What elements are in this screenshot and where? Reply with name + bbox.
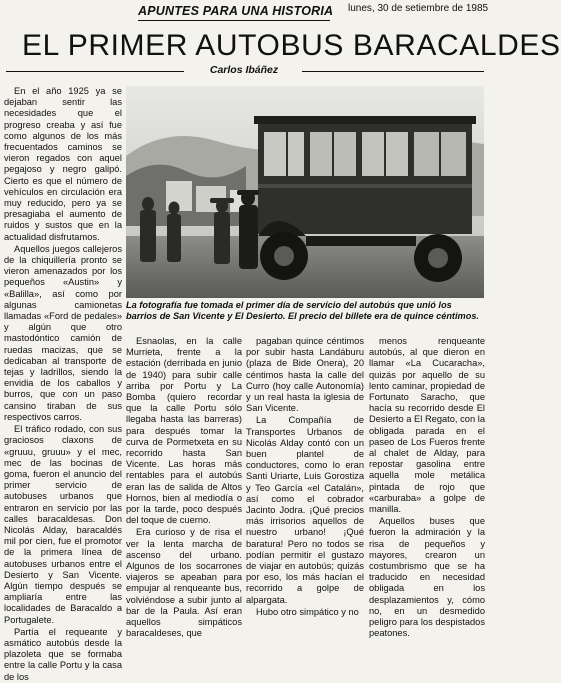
bus-photo-illustration xyxy=(126,86,484,298)
dateline: lunes, 30 de setiembre de 1985 xyxy=(348,3,489,14)
article-paragraph: El tráfico rodado, con sus graciosos claxons de «gruuu, gruuu» y el mec, mec de las bocinas de goma, fueron el anuncio del primer servicio de autobuses urbanos que entraron en servicio por las calles baracaldesas. Don Nicolás Alday, baracaldés mil por cien, fue el promotor de la primera línea de autobuses urbanos entre el Desierto y San Vicente. Algún tiempo después se ampliaría entre las localidades de Baracaldo a Portugalete. xyxy=(4,424,122,625)
article-paragraph: La Compañía de Transportes Urbanos de Nicolás Alday contó con un buen plantel de conductores, como lo eran Santi Uriarte, Luis Gorostiza y Teo García «el Catalán», así como el cobrador Jacinto Jodra. ¡Qué precios más irrisorios aquellos de nuestro urbano! ¡Qué baratura! Pero no todos se podían permitir el gustazo de viajar en autobús; quizás por eso, los más hacían el recorrido a golpe de alpargata. xyxy=(246,415,364,605)
byline-rule-left xyxy=(6,71,184,72)
article-paragraph: Esnaolas, en la calle Murrieta, frente a la estación (derribada en junio de 1940) para subir calle arriba por Portu y La Bomba (quiero recordar que la calle Portu sólo llegaba hasta las barreras) para después tomar la curva de Pormetxeta en su recorrido hasta San Vicente. Las horas más rentables para el autobús eran las de salida de Altos Hornos, bien al mediodía o por la tarde, poco después del toque de cuerno. xyxy=(126,336,242,526)
article-paragraph: Hubo otro simpático y no xyxy=(256,606,359,617)
historic-bus-photo xyxy=(126,86,484,298)
photo-caption-text: La fotografía fue tomada el primer día de servicio del autobús que unió los barrios de San Vicente y El Desierto. El precio del billete era de quince céntimos. xyxy=(126,300,479,321)
photo-caption xyxy=(126,300,484,332)
article-paragraph: Partía el requeante y asmático autobús desde la plazoleta que se formaba entre la calle Portu y la casa de los xyxy=(4,626,122,682)
byline: Carlos Ibáñez xyxy=(209,64,279,76)
byline-rule-right xyxy=(302,71,484,72)
article-column-2 xyxy=(126,336,242,639)
article-paragraph: menos renqueante autobús, al que dieron en llamar «La Cucaracha», quizás por aquello de su lento caminar, propiedad de Fortunato Saracho, que hacía su recorrido desde El Desierto a El Regato, con la obligada parada en el paseo de Los Fueros frente al chalet de Alday, para repostar gasolina entre aquella mole metálica pintada de rojo que «carburaba» a golpe de manilla. xyxy=(369,336,485,515)
article-column-1 xyxy=(4,86,122,682)
article-paragraph: Era curioso y de risa el ver la lenta marcha de ascenso del urbano. Algunos de los socarrones viajeros se apeaban para empujar al renqueante bus, volviéndose a subir junto al bar de la Paula. Así eran aquellos simpáticos baracaldeses, que xyxy=(126,527,242,639)
headline: EL PRIMER AUTOBUS BARACALDES xyxy=(22,29,561,62)
article-paragraph: Aquellos buses que fueron la admiración y la risa de pequeños y mayores, crearon un costumbrismo que se ha traducido en necesidad obligada en los desplazamientos y, cómo no, en un desmedido peligro para los despistados peatones. xyxy=(369,516,485,639)
article-column-4 xyxy=(369,336,485,639)
article-paragraph: En el año 1925 ya se dejaban sentir las necesidades que el progreso creaba y así fue como algunos de los más frecuentados caminos se vieron regados con aquel pegajoso y negro galipó. Cierto es que el número de vehículos en circulación era muy reducido, pero ya se presagiaba el aumento de ruidos y sustos que en la actualidad disfrutamos. xyxy=(4,86,122,242)
article-column-3 xyxy=(246,336,364,617)
section-title-underline xyxy=(138,20,330,21)
article-paragraph: Aquellos juegos callejeros de la chiquillería pronto se vieron amenazados por los pequeños «Austin» y «Balilla», así como por algunas camionetas llamadas «Ford de pedales» y algún que otro mastodóntico camión de ruedas macizas, que se dedicaban al transporte de tejas y ladrillos, siendo la envidia de los caballos y burros, que con un paso cansino tiraban de sus respectivos carros. xyxy=(4,243,122,422)
section-title: APUNTES PARA UNA HISTORIA xyxy=(138,4,334,18)
article-paragraph: pagaban quince céntimos por subir hasta Landáburu (plaza de Bide Onera), 20 céntimos hasta la calle del Curro (hoy calle Autonomía) y un real hasta la iglesia de San Vicente. xyxy=(246,336,364,414)
